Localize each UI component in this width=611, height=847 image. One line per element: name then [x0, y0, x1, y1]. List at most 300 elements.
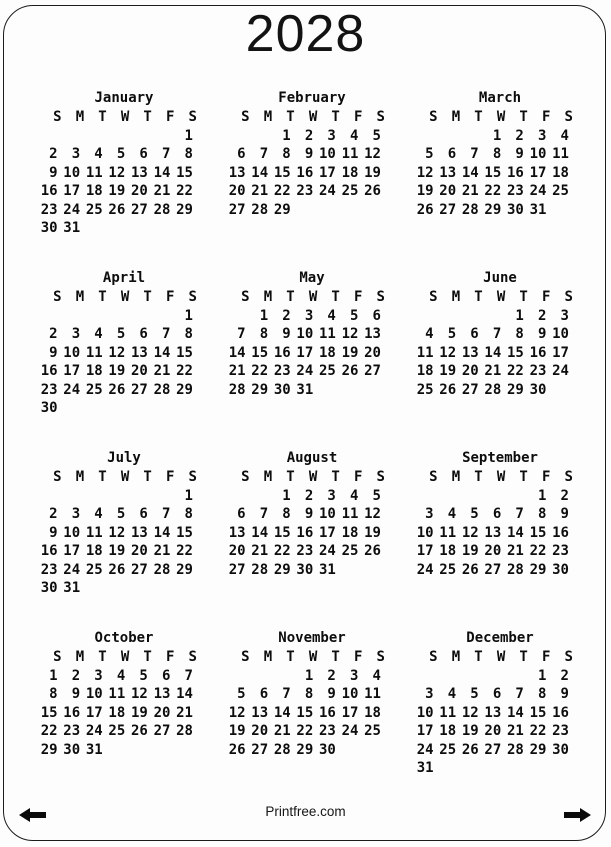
- day-cell: 4: [327, 307, 336, 324]
- day-cell: [501, 667, 524, 686]
- day-header-cell: T: [474, 469, 483, 485]
- day-cell: 4: [94, 146, 103, 162]
- day-cell: 26: [439, 381, 457, 398]
- day-cell: 26: [416, 201, 434, 218]
- day-cell: [546, 381, 569, 400]
- day-cell: [35, 487, 58, 506]
- day-cell: [125, 741, 148, 760]
- day-cell: 4: [94, 326, 103, 342]
- day-cell: 21: [461, 183, 479, 199]
- day-cell: 3: [71, 146, 81, 162]
- day-cell: [80, 579, 103, 598]
- day-cell: 8: [184, 326, 193, 342]
- day-cell: 24: [85, 723, 103, 739]
- day-cell: 11: [108, 686, 126, 702]
- day-cell: 29: [273, 201, 291, 218]
- day-cell: [223, 667, 246, 686]
- day-cell: 22: [251, 363, 269, 379]
- day-cell: 10: [552, 326, 569, 342]
- day-cell: 24: [552, 363, 569, 379]
- day-header-cell: W: [120, 109, 130, 125]
- day-cell: 23: [318, 723, 336, 739]
- day-header-cell: S: [376, 109, 385, 125]
- day-cell: 20: [130, 543, 148, 559]
- day-cell: 7: [161, 326, 171, 342]
- day-cell: 6: [259, 686, 269, 702]
- day-header-cell: S: [53, 109, 62, 125]
- day-cell: [434, 759, 457, 778]
- day-cell: [501, 759, 524, 778]
- day-cell: 26: [341, 363, 359, 379]
- day-cell: 22: [176, 183, 193, 199]
- month-block: [35, 88, 197, 268]
- day-header-cell: T: [331, 109, 340, 125]
- day-cell: [434, 307, 457, 326]
- day-cell: 20: [484, 723, 502, 739]
- day-cell: 15: [40, 704, 58, 721]
- day-cell: 8: [282, 146, 291, 162]
- day-cell: 23: [552, 723, 569, 739]
- day-header-cell: T: [286, 109, 295, 125]
- day-header-cell: M: [75, 649, 85, 665]
- day-cell: 29: [506, 381, 524, 398]
- day-cell: [80, 399, 103, 418]
- day-cell: 17: [318, 164, 336, 181]
- day-cell: 30: [506, 201, 524, 218]
- day-cell: [103, 487, 126, 506]
- day-cell: 6: [237, 506, 246, 522]
- day-cell: 18: [85, 543, 103, 559]
- day-header-cell: T: [519, 649, 528, 665]
- day-cell: 11: [85, 164, 103, 181]
- day-cell: 9: [282, 326, 291, 342]
- day-cell: 26: [364, 183, 381, 199]
- day-cell: 3: [349, 667, 359, 684]
- day-header-cell: W: [308, 649, 318, 665]
- day-cell: [336, 201, 359, 220]
- month-name: December: [466, 630, 534, 646]
- day-cell: 15: [273, 164, 291, 181]
- day-cell: 1: [49, 667, 58, 684]
- day-cell: 24: [318, 183, 336, 199]
- day-cell: 26: [108, 381, 126, 398]
- day-cell: 29: [529, 561, 547, 578]
- day-header-cell: F: [165, 469, 175, 485]
- month-block: [35, 268, 197, 448]
- month-day-grid: [35, 108, 197, 238]
- day-cell: 12: [108, 524, 126, 541]
- day-cell: 16: [273, 344, 291, 361]
- day-cell: 20: [484, 543, 502, 559]
- day-cell: 25: [108, 723, 126, 739]
- day-cell: 15: [273, 524, 291, 541]
- day-cell: 14: [484, 344, 502, 361]
- day-cell: 28: [176, 723, 193, 739]
- day-cell: [103, 741, 126, 760]
- day-cell: 6: [492, 686, 502, 702]
- day-cell: 10: [341, 686, 359, 702]
- day-cell: 8: [282, 506, 291, 522]
- day-cell: 3: [537, 127, 547, 144]
- day-cell: [148, 399, 171, 418]
- day-cell: 21: [251, 183, 269, 199]
- day-cell: [80, 307, 103, 326]
- day-cell: 5: [425, 146, 434, 162]
- day-cell: [358, 381, 381, 400]
- day-header-cell: T: [474, 109, 483, 125]
- day-cell: 17: [85, 704, 103, 721]
- day-cell: 29: [176, 561, 193, 578]
- month-name: October: [94, 630, 154, 646]
- month-block: [411, 448, 573, 628]
- day-cell: 12: [108, 344, 126, 361]
- day-cell: 18: [318, 344, 336, 361]
- day-cell: 31: [318, 561, 336, 578]
- day-cell: 15: [296, 704, 314, 721]
- day-header-cell: F: [541, 109, 551, 125]
- month-day-grid: [223, 468, 385, 579]
- day-cell: 16: [529, 344, 547, 361]
- day-header-cell: F: [541, 469, 551, 485]
- day-cell: 4: [447, 686, 457, 702]
- right-arrow-icon[interactable]: [564, 808, 591, 822]
- day-header-cell: F: [165, 109, 175, 125]
- day-cell: 11: [85, 344, 103, 361]
- day-cell: 10: [63, 524, 81, 541]
- month-name: July: [107, 450, 141, 466]
- day-cell: 29: [529, 741, 547, 758]
- day-cell: 13: [484, 704, 502, 721]
- day-header-cell: T: [98, 469, 107, 485]
- month-name: April: [102, 270, 146, 286]
- day-cell: 2: [49, 326, 58, 342]
- day-cell: 1: [304, 667, 314, 684]
- day-cell: 17: [341, 704, 359, 721]
- day-cell: 29: [273, 561, 291, 578]
- day-header-cell: S: [564, 289, 573, 305]
- day-header-cell: T: [143, 649, 152, 665]
- day-cell: [170, 399, 193, 418]
- day-header-cell: W: [120, 289, 130, 305]
- day-header-cell: W: [496, 469, 506, 485]
- day-cell: [358, 201, 381, 220]
- day-cell: 7: [161, 506, 171, 522]
- day-cell: [125, 307, 148, 326]
- day-cell: 24: [63, 381, 81, 398]
- day-header-cell: M: [263, 109, 273, 125]
- day-cell: 20: [439, 183, 457, 199]
- day-cell: 7: [282, 686, 291, 702]
- day-cell: 7: [161, 146, 171, 162]
- day-cell: 12: [228, 704, 246, 721]
- day-cell: 3: [71, 506, 81, 522]
- month-block: [35, 448, 197, 628]
- day-header-cell: S: [376, 649, 385, 665]
- day-cell: 22: [273, 543, 291, 559]
- day-cell: [336, 561, 359, 580]
- day-cell: 8: [492, 146, 502, 162]
- day-cell: [411, 667, 434, 686]
- day-cell: 14: [251, 524, 269, 541]
- day-cell: 26: [461, 561, 479, 578]
- day-header-cell: W: [120, 649, 130, 665]
- day-cell: 17: [318, 524, 336, 541]
- day-header-cell: T: [286, 649, 295, 665]
- day-cell: 24: [416, 741, 434, 758]
- day-header-cell: S: [53, 469, 62, 485]
- day-cell: 30: [273, 381, 291, 398]
- day-cell: 8: [184, 506, 193, 522]
- day-cell: [35, 127, 58, 146]
- day-cell: 19: [461, 723, 479, 739]
- day-cell: 16: [40, 363, 58, 379]
- day-header-cell: M: [451, 469, 461, 485]
- day-cell: 14: [153, 524, 171, 541]
- day-cell: 22: [40, 723, 58, 739]
- day-cell: 25: [85, 201, 103, 218]
- day-cell: 11: [364, 686, 381, 702]
- day-cell: 6: [139, 506, 148, 522]
- day-header-cell: S: [429, 109, 438, 125]
- day-cell: 27: [439, 201, 457, 218]
- day-cell: 21: [176, 704, 193, 721]
- day-cell: 18: [552, 164, 569, 181]
- day-cell: 23: [296, 183, 314, 199]
- day-cell: 26: [364, 543, 381, 559]
- day-cell: 22: [484, 183, 502, 199]
- day-cell: 25: [318, 363, 336, 379]
- day-header-cell: S: [376, 469, 385, 485]
- day-cell: [103, 579, 126, 598]
- day-cell: 19: [341, 344, 359, 361]
- day-cell: 11: [341, 146, 359, 162]
- day-cell: 25: [439, 741, 457, 758]
- day-header-cell: M: [451, 109, 461, 125]
- day-cell: 27: [484, 741, 502, 758]
- day-cell: 4: [349, 487, 359, 504]
- day-header-cell: M: [75, 109, 85, 125]
- day-cell: 23: [296, 543, 314, 559]
- day-cell: 9: [537, 326, 547, 342]
- month-day-grid: [35, 648, 197, 759]
- month-block: [411, 268, 573, 448]
- day-cell: 27: [153, 723, 171, 739]
- day-cell: 5: [349, 307, 359, 324]
- day-header-cell: T: [474, 289, 483, 305]
- day-cell: [546, 201, 569, 220]
- day-cell: [501, 487, 524, 506]
- day-cell: 17: [63, 543, 81, 559]
- day-cell: [58, 127, 81, 146]
- day-cell: 27: [130, 201, 148, 218]
- day-cell: [170, 741, 193, 760]
- day-cell: 18: [439, 543, 457, 559]
- day-cell: 18: [85, 183, 103, 199]
- day-cell: 24: [341, 723, 359, 739]
- day-cell: 23: [63, 723, 81, 739]
- day-cell: 12: [364, 506, 381, 522]
- day-cell: 7: [237, 326, 246, 342]
- day-cell: 17: [552, 344, 569, 361]
- day-cell: [456, 307, 479, 326]
- day-cell: [411, 487, 434, 506]
- day-cell: 30: [63, 741, 81, 758]
- day-cell: 30: [529, 381, 547, 398]
- day-cell: 14: [176, 686, 193, 702]
- day-header-cell: T: [474, 649, 483, 665]
- day-cell: 14: [228, 344, 246, 361]
- day-cell: 16: [506, 164, 524, 181]
- day-header-cell: T: [331, 469, 340, 485]
- day-header-cell: T: [143, 289, 152, 305]
- day-cell: 11: [439, 524, 457, 541]
- day-cell: 13: [130, 344, 148, 361]
- day-cell: 2: [515, 127, 524, 144]
- day-cell: 8: [184, 146, 193, 162]
- day-cell: 21: [273, 723, 291, 739]
- month-block: [35, 628, 197, 808]
- day-cell: [58, 487, 81, 506]
- day-header-cell: W: [496, 289, 506, 305]
- day-cell: 24: [529, 183, 547, 199]
- day-cell: 5: [372, 487, 381, 504]
- day-cell: 1: [515, 307, 524, 324]
- day-cell: 15: [176, 344, 193, 361]
- day-cell: [125, 219, 148, 238]
- day-cell: 19: [108, 363, 126, 379]
- day-cell: 16: [318, 704, 336, 721]
- day-cell: 7: [470, 146, 479, 162]
- day-cell: 27: [228, 561, 246, 578]
- day-cell: 23: [506, 183, 524, 199]
- day-cell: 9: [560, 686, 569, 702]
- day-cell: [125, 579, 148, 598]
- day-cell: 13: [228, 524, 246, 541]
- day-cell: [125, 399, 148, 418]
- day-cell: [479, 667, 502, 686]
- day-cell: 13: [439, 164, 457, 181]
- day-cell: [313, 201, 336, 220]
- day-cell: 18: [341, 164, 359, 181]
- month-day-grid: [411, 468, 573, 579]
- day-cell: 25: [341, 183, 359, 199]
- day-cell: 21: [251, 543, 269, 559]
- day-cell: 27: [228, 201, 246, 218]
- day-cell: 15: [506, 344, 524, 361]
- day-cell: 26: [461, 741, 479, 758]
- day-cell: 25: [416, 381, 434, 398]
- day-cell: 25: [85, 561, 103, 578]
- day-cell: 28: [506, 741, 524, 758]
- day-cell: 18: [416, 363, 434, 379]
- day-cell: [170, 219, 193, 238]
- day-cell: 1: [184, 307, 193, 324]
- day-cell: 23: [552, 543, 569, 559]
- day-cell: [80, 219, 103, 238]
- day-cell: 22: [529, 543, 547, 559]
- day-cell: 1: [537, 667, 547, 684]
- day-cell: [456, 127, 479, 146]
- month-block: [223, 88, 385, 268]
- day-cell: 1: [282, 487, 291, 504]
- day-cell: [80, 127, 103, 146]
- day-cell: 14: [153, 164, 171, 181]
- day-cell: 6: [139, 326, 148, 342]
- day-cell: [223, 127, 246, 146]
- day-cell: [434, 127, 457, 146]
- day-cell: 5: [116, 146, 126, 162]
- day-cell: 27: [130, 561, 148, 578]
- day-cell: 31: [85, 741, 103, 758]
- day-cell: 10: [63, 164, 81, 181]
- day-cell: 3: [327, 127, 336, 144]
- day-cell: [336, 741, 359, 760]
- day-cell: [246, 127, 269, 146]
- day-cell: 31: [63, 220, 81, 236]
- month-day-grid: [223, 108, 385, 219]
- day-cell: [456, 667, 479, 686]
- day-header-cell: T: [519, 289, 528, 305]
- day-cell: 28: [251, 201, 269, 218]
- day-cell: 11: [439, 704, 457, 721]
- day-header-cell: W: [308, 289, 318, 305]
- footer-site-label: Printfree.com: [265, 804, 346, 819]
- month-block: [411, 628, 573, 808]
- day-cell: [58, 307, 81, 326]
- day-cell: 7: [515, 506, 524, 522]
- month-name: May: [299, 270, 325, 286]
- day-header-cell: S: [241, 469, 250, 485]
- day-cell: [358, 741, 381, 760]
- day-cell: 26: [108, 201, 126, 218]
- day-cell: 5: [372, 127, 381, 144]
- day-header-cell: S: [53, 289, 62, 305]
- day-cell: 23: [40, 201, 58, 218]
- month-day-grid: [411, 288, 573, 399]
- month-day-grid: [411, 648, 573, 778]
- day-cell: [223, 487, 246, 506]
- day-cell: 16: [296, 524, 314, 541]
- month-name: November: [278, 630, 346, 646]
- day-cell: 3: [94, 667, 103, 684]
- day-header-cell: S: [188, 109, 197, 125]
- day-cell: [268, 667, 291, 686]
- day-cell: [80, 487, 103, 506]
- day-cell: 3: [304, 307, 314, 324]
- day-cell: 28: [251, 561, 269, 578]
- day-cell: 7: [515, 686, 524, 702]
- day-cell: 14: [251, 164, 269, 181]
- day-cell: 9: [560, 506, 569, 522]
- day-cell: 20: [153, 704, 171, 721]
- day-cell: 9: [49, 344, 58, 361]
- day-cell: 16: [552, 704, 569, 721]
- day-header-cell: S: [376, 289, 385, 305]
- day-cell: 10: [296, 326, 314, 342]
- day-cell: [411, 127, 434, 146]
- day-cell: 3: [425, 686, 434, 702]
- day-cell: 28: [484, 381, 502, 398]
- day-cell: 5: [116, 326, 126, 342]
- day-cell: [336, 381, 359, 400]
- day-cell: 2: [49, 146, 58, 162]
- day-cell: 31: [296, 381, 314, 398]
- day-cell: [148, 741, 171, 760]
- day-cell: 9: [49, 524, 58, 541]
- day-header-cell: M: [263, 649, 273, 665]
- day-cell: 8: [537, 506, 547, 522]
- day-header-cell: S: [429, 649, 438, 665]
